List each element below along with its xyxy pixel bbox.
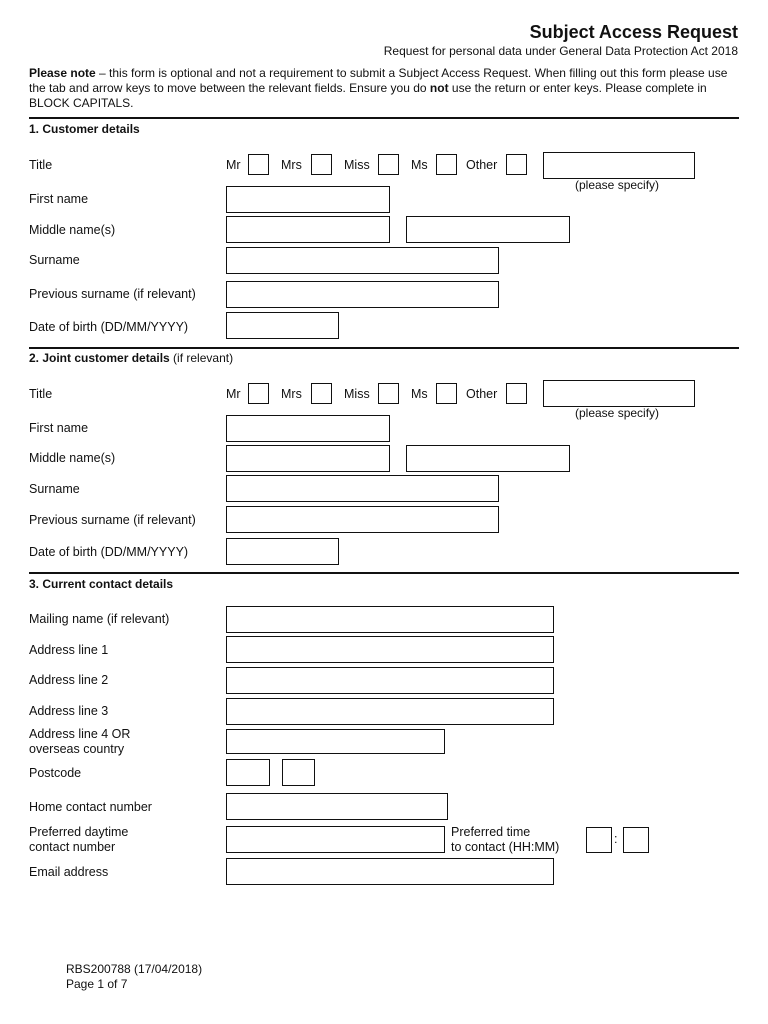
section-3-heading: 3. Current contact details bbox=[29, 577, 174, 591]
joint-first-name-label: First name bbox=[29, 421, 89, 435]
daytime-number-label-2: contact number bbox=[29, 840, 116, 854]
joint-previous-surname-label: Previous surname (if relevant) bbox=[29, 513, 196, 527]
joint-title-mrs-checkbox[interactable] bbox=[311, 383, 332, 404]
daytime-number-input[interactable] bbox=[226, 826, 445, 853]
preferred-time-minutes-input[interactable] bbox=[623, 827, 649, 853]
instructions-note bbox=[29, 66, 739, 111]
joint-title-other-specify-input[interactable] bbox=[543, 380, 695, 407]
preferred-time-label-2: to contact (HH:MM) bbox=[451, 840, 560, 854]
time-separator: : bbox=[614, 832, 618, 846]
address-line-2-label: Address line 2 bbox=[29, 673, 109, 687]
title-other-specify-input[interactable] bbox=[543, 152, 695, 179]
title-mr-label: Mr bbox=[226, 158, 241, 172]
note-not: not bbox=[429, 81, 449, 95]
title-label: Title bbox=[29, 158, 53, 172]
title-ms-label: Ms bbox=[411, 158, 428, 172]
address-line-4-label-1: Address line 4 OR bbox=[29, 727, 131, 741]
first-name-input[interactable] bbox=[226, 186, 390, 213]
section-divider bbox=[29, 117, 739, 119]
form-subtitle: Request for personal data under General Data Protection Act 2018 bbox=[383, 44, 738, 58]
postcode-part-1-input[interactable] bbox=[226, 759, 270, 786]
note-lead: Please note bbox=[29, 66, 96, 80]
surname-input[interactable] bbox=[226, 247, 499, 274]
joint-previous-surname-input[interactable] bbox=[226, 506, 499, 533]
joint-middle-name-1-input[interactable] bbox=[226, 445, 390, 472]
joint-please-specify-label: (please specify) bbox=[575, 406, 660, 420]
joint-title-other-label: Other bbox=[466, 387, 498, 401]
title-miss-label: Miss bbox=[344, 158, 370, 172]
joint-title-label: Title bbox=[29, 387, 53, 401]
please-specify-label: (please specify) bbox=[575, 178, 660, 192]
title-mrs-label: Mrs bbox=[281, 158, 302, 172]
note-text-2: use the return or enter keys. Please complete in BLOCK CAPITALS. bbox=[29, 81, 707, 110]
home-number-input[interactable] bbox=[226, 793, 448, 820]
previous-surname-input[interactable] bbox=[226, 281, 499, 308]
form-reference: RBS200788 (17/04/2018) bbox=[66, 962, 203, 976]
mailing-name-label: Mailing name (if relevant) bbox=[29, 612, 170, 626]
address-line-3-input[interactable] bbox=[226, 698, 554, 725]
dob-label: Date of birth (DD/MM/YYYY) bbox=[29, 320, 189, 334]
note-text-1: – this form is optional and not a requirement to submit a Subject Access Request. When filling out this form please use the tab and arrow keys to move between the relevant fields. Ensure you do bbox=[29, 66, 728, 95]
joint-surname-input[interactable] bbox=[226, 475, 499, 502]
joint-title-mrs-label: Mrs bbox=[281, 387, 302, 401]
page-number: Page 1 of 7 bbox=[66, 977, 128, 991]
middle-names-label: Middle name(s) bbox=[29, 223, 116, 237]
joint-title-other-checkbox[interactable] bbox=[506, 383, 527, 404]
middle-name-1-input[interactable] bbox=[226, 216, 390, 243]
address-line-4-label-2: overseas country bbox=[29, 742, 125, 756]
joint-title-ms-label: Ms bbox=[411, 387, 428, 401]
daytime-number-label-1: Preferred daytime bbox=[29, 825, 129, 839]
dob-input[interactable] bbox=[226, 312, 339, 339]
title-mrs-checkbox[interactable] bbox=[311, 154, 332, 175]
preferred-time-label-1: Preferred time bbox=[451, 825, 531, 839]
joint-first-name-input[interactable] bbox=[226, 415, 390, 442]
surname-label: Surname bbox=[29, 253, 80, 267]
title-mr-checkbox[interactable] bbox=[248, 154, 269, 175]
joint-title-mr-label: Mr bbox=[226, 387, 241, 401]
section-2-heading: 2. Joint customer details (if relevant) bbox=[29, 351, 234, 365]
section-1-heading: 1. Customer details bbox=[29, 122, 140, 136]
joint-middle-names-label: Middle name(s) bbox=[29, 451, 116, 465]
address-line-4-input[interactable] bbox=[226, 729, 445, 754]
section-divider bbox=[29, 572, 739, 574]
joint-title-miss-label: Miss bbox=[344, 387, 370, 401]
section-divider bbox=[29, 347, 739, 349]
address-line-3-label: Address line 3 bbox=[29, 704, 109, 718]
title-ms-checkbox[interactable] bbox=[436, 154, 457, 175]
first-name-label: First name bbox=[29, 192, 89, 206]
mailing-name-input[interactable] bbox=[226, 606, 554, 633]
address-line-2-input[interactable] bbox=[226, 667, 554, 694]
joint-title-miss-checkbox[interactable] bbox=[378, 383, 399, 404]
address-line-1-input[interactable] bbox=[226, 636, 554, 663]
email-label: Email address bbox=[29, 865, 109, 879]
joint-title-ms-checkbox[interactable] bbox=[436, 383, 457, 404]
postcode-label: Postcode bbox=[29, 766, 82, 780]
joint-dob-input[interactable] bbox=[226, 538, 339, 565]
joint-middle-name-2-input[interactable] bbox=[406, 445, 570, 472]
title-other-label: Other bbox=[466, 158, 498, 172]
previous-surname-label: Previous surname (if relevant) bbox=[29, 287, 196, 301]
joint-dob-label: Date of birth (DD/MM/YYYY) bbox=[29, 545, 189, 559]
title-miss-checkbox[interactable] bbox=[378, 154, 399, 175]
joint-title-mr-checkbox[interactable] bbox=[248, 383, 269, 404]
middle-name-2-input[interactable] bbox=[406, 216, 570, 243]
form-title: Subject Access Request bbox=[529, 22, 738, 42]
preferred-time-hours-input[interactable] bbox=[586, 827, 612, 853]
postcode-part-2-input[interactable] bbox=[282, 759, 315, 786]
email-input[interactable] bbox=[226, 858, 554, 885]
title-other-checkbox[interactable] bbox=[506, 154, 527, 175]
home-number-label: Home contact number bbox=[29, 800, 152, 814]
address-line-1-label: Address line 1 bbox=[29, 643, 109, 657]
joint-surname-label: Surname bbox=[29, 482, 80, 496]
